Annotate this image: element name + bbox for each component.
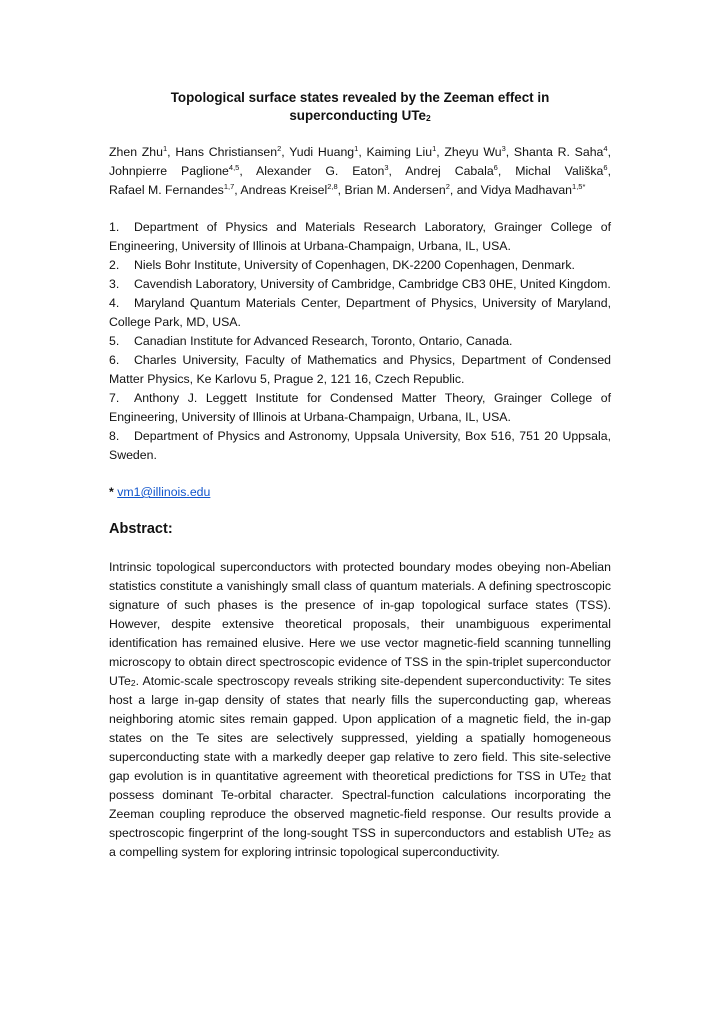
abstract-subscript: 2 <box>581 773 586 783</box>
author-name: Andrej Cabala <box>405 164 494 178</box>
author-name: Rafael M. Fernandes <box>109 183 224 197</box>
author-affiliation-marker: 6 <box>603 163 608 172</box>
author-affiliation-marker: 1,5* <box>572 182 586 191</box>
title-subscript: 2 <box>425 113 431 123</box>
author-affiliation-marker: 3 <box>384 163 389 172</box>
affiliation-item <box>109 332 611 351</box>
affiliation-text: Department of Physics and Materials Research Laboratory, Grainger College of Engineering, University of Illinois at Urbana-Champaign, Urbana, IL, USA. <box>109 220 611 253</box>
corresponding-star: * <box>109 485 114 499</box>
author-entry <box>444 145 505 159</box>
affiliation-number: 8. <box>109 429 120 443</box>
author-name: Johnpierre Paglione <box>109 164 229 178</box>
author-name: Alexander G. Eaton <box>256 164 385 178</box>
abstract-subscript: 2 <box>588 830 594 840</box>
author-entry <box>345 183 450 197</box>
author-affiliation-marker: 4,5 <box>228 163 240 172</box>
author-entry <box>175 145 281 159</box>
author-affiliation-marker: 3 <box>501 144 506 153</box>
author-entry <box>256 164 389 178</box>
author-affiliation-marker: 1 <box>162 144 168 153</box>
affiliation-number: 6. <box>109 353 120 367</box>
author-entry <box>514 145 608 159</box>
author-entry <box>405 164 498 178</box>
author-name: Andreas Kreisel <box>240 183 328 197</box>
affiliation-item <box>109 351 611 389</box>
abstract-text: that possess dominant Te-orbital character. Spectral-function calculations incorporating the Zeeman coupling reproduce the observed magnetic-field response. Our results provide a spectroscopic fingerprint of the long-sought TSS in superconductors and establish UTe <box>109 769 611 840</box>
abstract-subscript: 2 <box>130 678 136 688</box>
affiliation-item <box>109 275 611 294</box>
affiliation-text: Department of Physics and Astronomy, Uppsala University, Box 516, 751 20 Uppsala, Sweden. <box>109 429 611 462</box>
author-entry <box>366 145 436 159</box>
author-entry <box>289 145 358 159</box>
affiliation-number: 2. <box>109 258 120 272</box>
title-line-1: Topological surface states revealed by the Zeeman effect in <box>170 90 550 105</box>
affiliation-text: Maryland Quantum Materials Center, Department of Physics, University of Maryland, College Park, MD, USA. <box>109 296 611 329</box>
author-entry <box>109 183 234 197</box>
author-name: Brian M. Andersen <box>344 183 446 197</box>
author-entry <box>109 164 239 178</box>
abstract-text: . Atomic-scale spectroscopy reveals striking site-dependent superconductivity: Te sites host a large in-gap density of states that nearly fills the superconducting gap, whereas neighboring atomic sites remain gapped. Upon application of a magnetic field, the in-gap states on the Te sites are selectively suppressed, yielding a spatially homogeneous superconducting state with a markedly deeper gap relative to zero field. This site-selective gap evolution is in quantitative agreement with theoretical predictions for TSS in UTe <box>109 674 611 783</box>
abstract-text: Intrinsic topological superconductors with protected boundary modes obeying non-Abelian statistics constitute a vanishingly small class of quantum materials. A defining spectroscopic signature of such phases is the presence of in-gap topological surface states (TSS). However, despite extensive theoretical proposals, their unambiguous experimental identification has remained elusive. Here we use vector magnetic-field scanning tunnelling microscopy to obtain direct spectroscopic evidence of TSS in the spin-triplet superconductor UTe <box>109 560 611 688</box>
author-name: Shanta R. Saha <box>513 145 604 159</box>
author-entry <box>515 164 607 178</box>
paper-page <box>109 89 611 862</box>
affiliation-number: 7. <box>109 391 120 405</box>
author-affiliation-marker: 1 <box>432 144 437 153</box>
affiliation-list <box>109 218 611 465</box>
author-list: Zhen Zhu$^1$, Hans Christiansen$^2$, Yudi Huang$^1$, Kaiming Liu$^1$, Zheyu Wu$^3$, Shanta R. Saha$^4$, Johnpierre Paglione$^{4,5}$, Alexander G. Eaton$^3$, Andrej Cabala$^6$, Michal Vališka$^6$, Rafael M. Fernandes$^{1,7}$, Andreas Kreisel$^{2,8}$, Brian M. Andersen$^2$, and Vidya Madhavan$^{1,5*}$ <box>109 144 611 197</box>
author-affiliation-marker: 1 <box>354 144 359 153</box>
author-entry <box>109 145 167 159</box>
author-name: Vidya Madhavan <box>480 183 573 197</box>
email-link[interactable]: vm1@illinois.edu <box>117 485 211 499</box>
affiliation-text: Cavendish Laboratory, University of Cambridge, Cambridge CB3 0HE, United Kingdom. <box>134 277 611 291</box>
affiliation-item <box>109 389 611 427</box>
author-affiliation-marker: 6 <box>493 163 498 172</box>
affiliation-item <box>109 256 611 275</box>
affiliation-number: 5. <box>109 334 120 348</box>
paper-title <box>109 89 611 125</box>
title-line-2 <box>109 107 611 125</box>
author-name: Zheyu Wu <box>444 145 502 159</box>
author-affiliation-marker: 2 <box>445 182 450 191</box>
author-affiliation-marker: 4 <box>603 144 608 153</box>
author-affiliation-marker: 2 <box>277 144 282 153</box>
corresponding-author <box>109 483 611 502</box>
affiliation-text: Niels Bohr Institute, University of Copenhagen, DK-2200 Copenhagen, Denmark. <box>134 258 575 272</box>
author-entry <box>240 183 337 197</box>
affiliation-number: 1. <box>109 220 120 234</box>
author-name: Michal Vališka <box>515 164 604 178</box>
affiliation-number: 3. <box>109 277 120 291</box>
affiliation-item <box>109 294 611 332</box>
affiliation-text: Anthony J. Leggett Institute for Condensed Matter Theory, Grainger College of Engineering, University of Illinois at Urbana-Champaign, Urbana, IL, USA. <box>109 391 611 424</box>
author-entry <box>481 183 586 197</box>
affiliation-number: 4. <box>109 296 120 310</box>
affiliation-item <box>109 218 611 256</box>
abstract-text: as a compelling system for exploring intrinsic topological superconductivity. <box>109 826 612 859</box>
affiliation-text: Charles University, Faculty of Mathematics and Physics, Department of Condensed Matter Physics, Ke Karlovu 5, Prague 2, 121 16, Czech Republic. <box>109 353 611 386</box>
title-line-2-text: superconducting UTe <box>289 108 426 123</box>
author-name: Hans Christiansen <box>175 145 278 159</box>
author-name: Kaiming Liu <box>366 145 433 159</box>
author-affiliation-marker: 2,8 <box>327 182 338 191</box>
author-name: Zhen Zhu <box>109 145 163 159</box>
affiliation-text: Canadian Institute for Advanced Research, Toronto, Ontario, Canada. <box>134 334 513 348</box>
author-name: Yudi Huang <box>289 145 355 159</box>
affiliation-item <box>109 427 611 465</box>
abstract-body <box>109 558 611 862</box>
author-affiliation-marker: 1,7 <box>223 182 235 191</box>
abstract-heading: Abstract: <box>109 521 173 537</box>
